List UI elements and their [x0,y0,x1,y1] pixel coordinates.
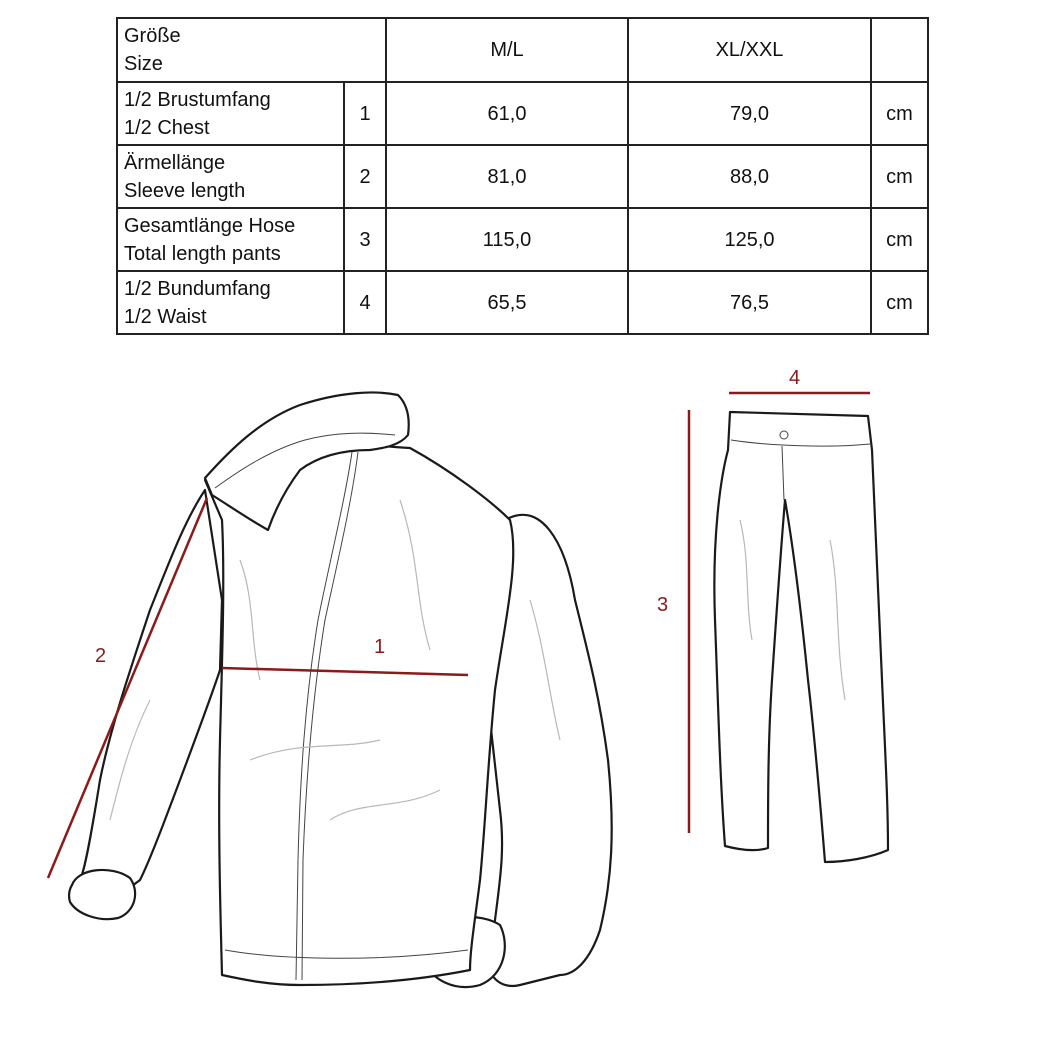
pants-outline [714,412,888,862]
jacket-illustration [69,392,612,987]
row-unit: cm [871,271,928,334]
row-number: 1 [344,82,386,145]
row-number: 4 [344,271,386,334]
row-number: 3 [344,208,386,271]
row-value-xlxxl: 79,0 [628,82,871,145]
row-label-en: 1/2 Waist [124,305,207,328]
row-value-xlxxl: 76,5 [628,271,871,334]
row-label-de: 1/2 Bundumfang [124,277,271,300]
row-label-de: Ärmellänge [124,151,226,174]
row-value-ml: 65,5 [386,271,628,334]
row-value-ml: 61,0 [386,82,628,145]
size-col-ml: M/L [386,18,628,82]
row-label-en: 1/2 Chest [124,116,210,139]
row-unit: cm [871,145,928,208]
row-unit: cm [871,208,928,271]
pants-illustration [714,412,888,862]
size-col-xlxxl: XL/XXL [628,18,871,82]
sleeve-marker: 2 [95,645,107,667]
row-value-xlxxl: 88,0 [628,145,871,208]
row-value-xlxxl: 125,0 [628,208,871,271]
row-unit: cm [871,82,928,145]
size-label-en: Size [124,53,163,75]
jacket-left-sleeve [80,490,222,895]
chest-marker: 1 [374,636,386,658]
jacket-left-cuff [69,870,135,919]
row-number: 2 [344,145,386,208]
size-label-de: Größe [124,25,181,47]
row-value-ml: 81,0 [386,145,628,208]
waist-marker: 4 [789,367,801,389]
pants-length-marker: 3 [657,594,669,616]
row-value-ml: 115,0 [386,208,628,271]
row-label-en: Total length pants [124,242,281,265]
row-label-de: Gesamtlänge Hose [124,214,296,237]
row-label-de: 1/2 Brustumfang [124,88,271,111]
row-label-en: Sleeve length [124,179,246,202]
jacket-body [205,440,513,985]
